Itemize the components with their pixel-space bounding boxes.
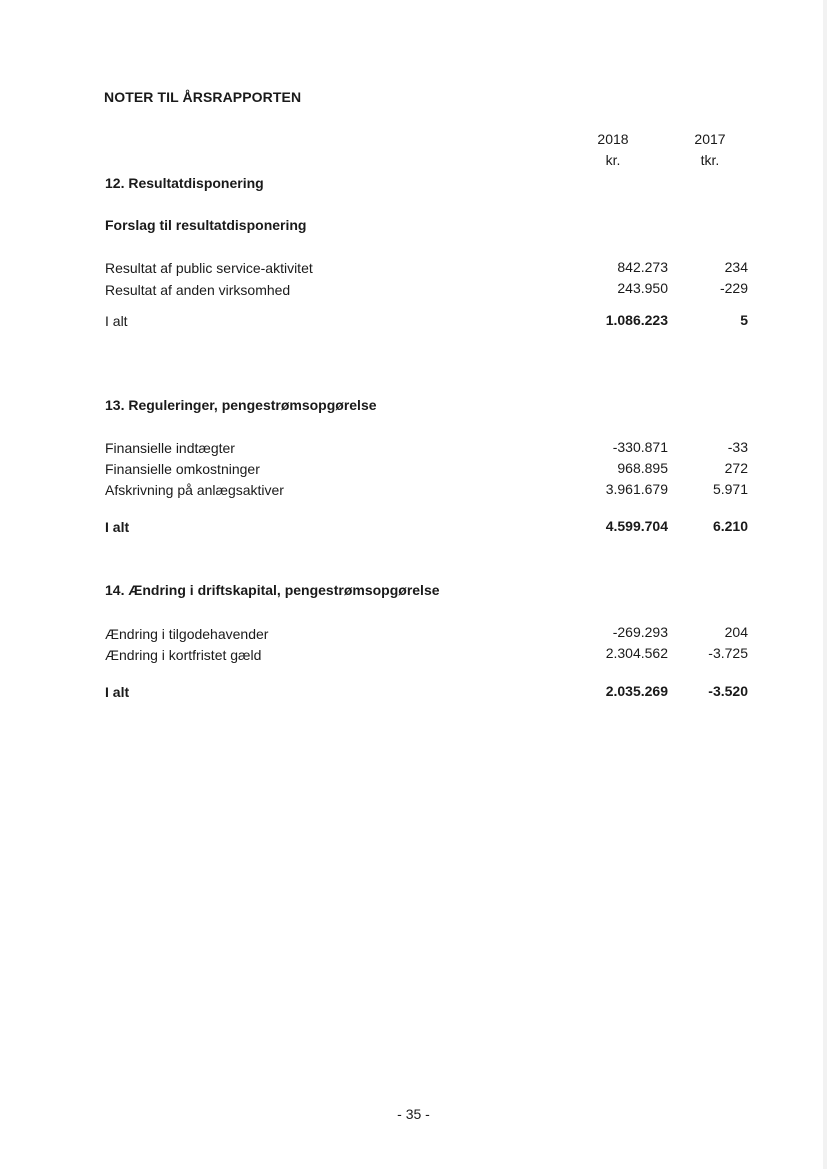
note-12-heading: 12. Resultatdisponering (105, 175, 264, 191)
note-13-row-value-2018: -330.871 (612, 439, 668, 455)
note-12-row-value-2017: 234 (724, 259, 748, 275)
column-header-2017-year: 2017 (694, 131, 726, 147)
note-13-total-value-2017: 6.210 (712, 518, 748, 534)
note-14-total-label: I alt (105, 684, 130, 700)
scan-edge-shadow (823, 0, 827, 1169)
note-14-total-value-2018: 2.035.269 (605, 683, 668, 699)
note-14-row-value-2017: -3.725 (708, 645, 748, 661)
column-header-2018-unit: kr. (605, 152, 621, 168)
note-12-total-label: I alt (105, 313, 128, 329)
note-13-row-value-2018: 3.961.679 (605, 481, 668, 497)
note-12-row-label: Resultat af public service-aktivitet (105, 260, 313, 276)
note-13-row-value-2017: 272 (724, 460, 748, 476)
note-13-row-label: Finansielle indtægter (105, 440, 235, 456)
page-number: - 35 - (397, 1106, 430, 1122)
note-13-row-value-2018: 968.895 (617, 460, 668, 476)
note-13-row-value-2017: -33 (727, 439, 748, 455)
note-12-row-value-2018: 243.950 (617, 280, 668, 296)
note-12-total-value-2017: 5 (740, 312, 748, 328)
note-12-row-value-2017: -229 (719, 280, 748, 296)
note-14-row-label: Ændring i tilgodehavender (105, 626, 269, 642)
note-12-total-value-2018: 1.086.223 (605, 312, 668, 328)
note-14-row-value-2017: 204 (724, 624, 748, 640)
note-14-row-value-2018: 2.304.562 (605, 645, 668, 661)
note-14-row-label: Ændring i kortfristet gæld (105, 647, 262, 663)
note-12-row-value-2018: 842.273 (617, 259, 668, 275)
note-13-total-value-2018: 4.599.704 (605, 518, 668, 534)
note-13-heading: 13. Reguleringer, pengestrømsopgørelse (105, 397, 377, 413)
note-13-total-label: I alt (105, 519, 130, 535)
note-14-row-value-2018: -269.293 (612, 624, 668, 640)
note-13-row-value-2017: 5.971 (712, 481, 748, 497)
note-12-row-label: Resultat af anden virksomhed (105, 282, 291, 298)
note-14-heading: 14. Ændring i driftskapital, pengestrømsopgørelse (105, 582, 440, 598)
note-13-row-label: Finansielle omkostninger (105, 461, 260, 477)
column-header-2017-unit: tkr. (700, 152, 720, 168)
page-title: NOTER TIL ÅRSRAPPORTEN (104, 89, 302, 105)
column-header-2018-year: 2018 (597, 131, 629, 147)
note-13-row-label: Afskrivning på anlægsaktiver (105, 482, 284, 498)
note-12-subheading: Forslag til resultatdisponering (105, 217, 307, 233)
note-14-total-value-2017: -3.520 (708, 683, 748, 699)
